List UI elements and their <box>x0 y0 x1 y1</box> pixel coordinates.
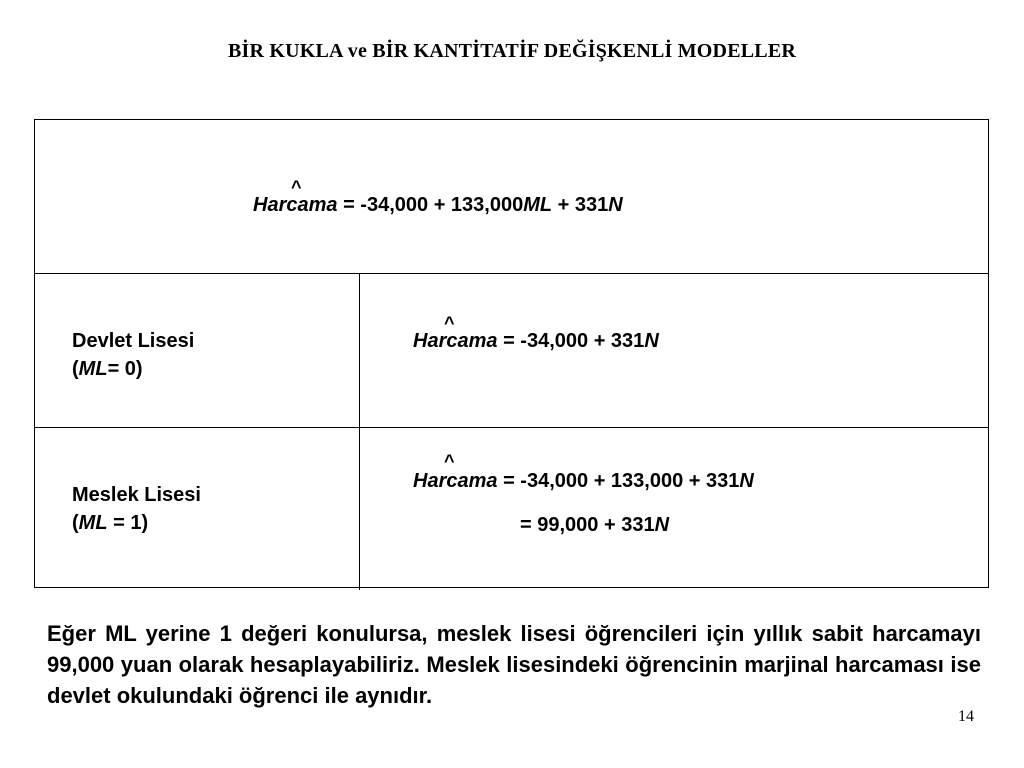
n-var: N <box>739 470 754 492</box>
n-var: N <box>608 194 623 216</box>
meslek-eq-text: = -34,000 + 133,000 + 331 <box>497 470 740 492</box>
harcama-var: Harcama <box>413 470 498 492</box>
n-var: N <box>644 330 659 352</box>
general-eq-text: = -34,000 + 133,000 <box>337 194 524 216</box>
table-divider-vertical <box>359 273 360 590</box>
table-divider-bottom <box>35 427 988 428</box>
n-var: N <box>654 514 670 536</box>
page-title: BİR KUKLA ve BİR KANTİTATİF DEĞİŞKENLİ MODELLER <box>227 40 796 62</box>
devlet-eq-text: = -34,000 + 331 <box>497 330 645 352</box>
meslek-equation <box>413 470 754 493</box>
meslek-label: Meslek Lisesi <box>72 484 201 506</box>
general-equation <box>253 194 623 217</box>
devlet-condition: (ML= 0) <box>72 358 143 380</box>
harcama-var: Harcama <box>253 194 338 216</box>
harcama-var: Harcama <box>413 330 498 352</box>
meslek-condition: (ML = 1) <box>72 512 149 534</box>
ml-var: ML <box>523 194 553 216</box>
devlet-label-block <box>72 327 194 383</box>
meslek-equation-simplified <box>520 514 669 537</box>
meslek-label-block <box>72 481 201 537</box>
table-divider-top <box>35 273 988 274</box>
general-eq-mid: + 331 <box>552 194 609 216</box>
devlet-label: Devlet Lisesi <box>72 330 195 352</box>
hat-symbol: ^ <box>444 451 455 471</box>
meslek-eq2-text: = 99,000 + 331 <box>520 514 655 536</box>
explanation-paragraph: Eğer ML yerine 1 değeri konulursa, meslek lisesi öğrencileri için yıllık sabit harcamayı 99,000 yuan olarak hesaplayabiliriz. Meslek lisesindeki öğrencinin marjinal harcaması ise devlet okulundaki öğrenci ile aynıdır. <box>47 621 981 708</box>
page-number: 14 <box>958 708 974 725</box>
hat-symbol: ^ <box>291 177 302 197</box>
devlet-equation <box>413 330 659 353</box>
hat-symbol: ^ <box>444 313 455 333</box>
